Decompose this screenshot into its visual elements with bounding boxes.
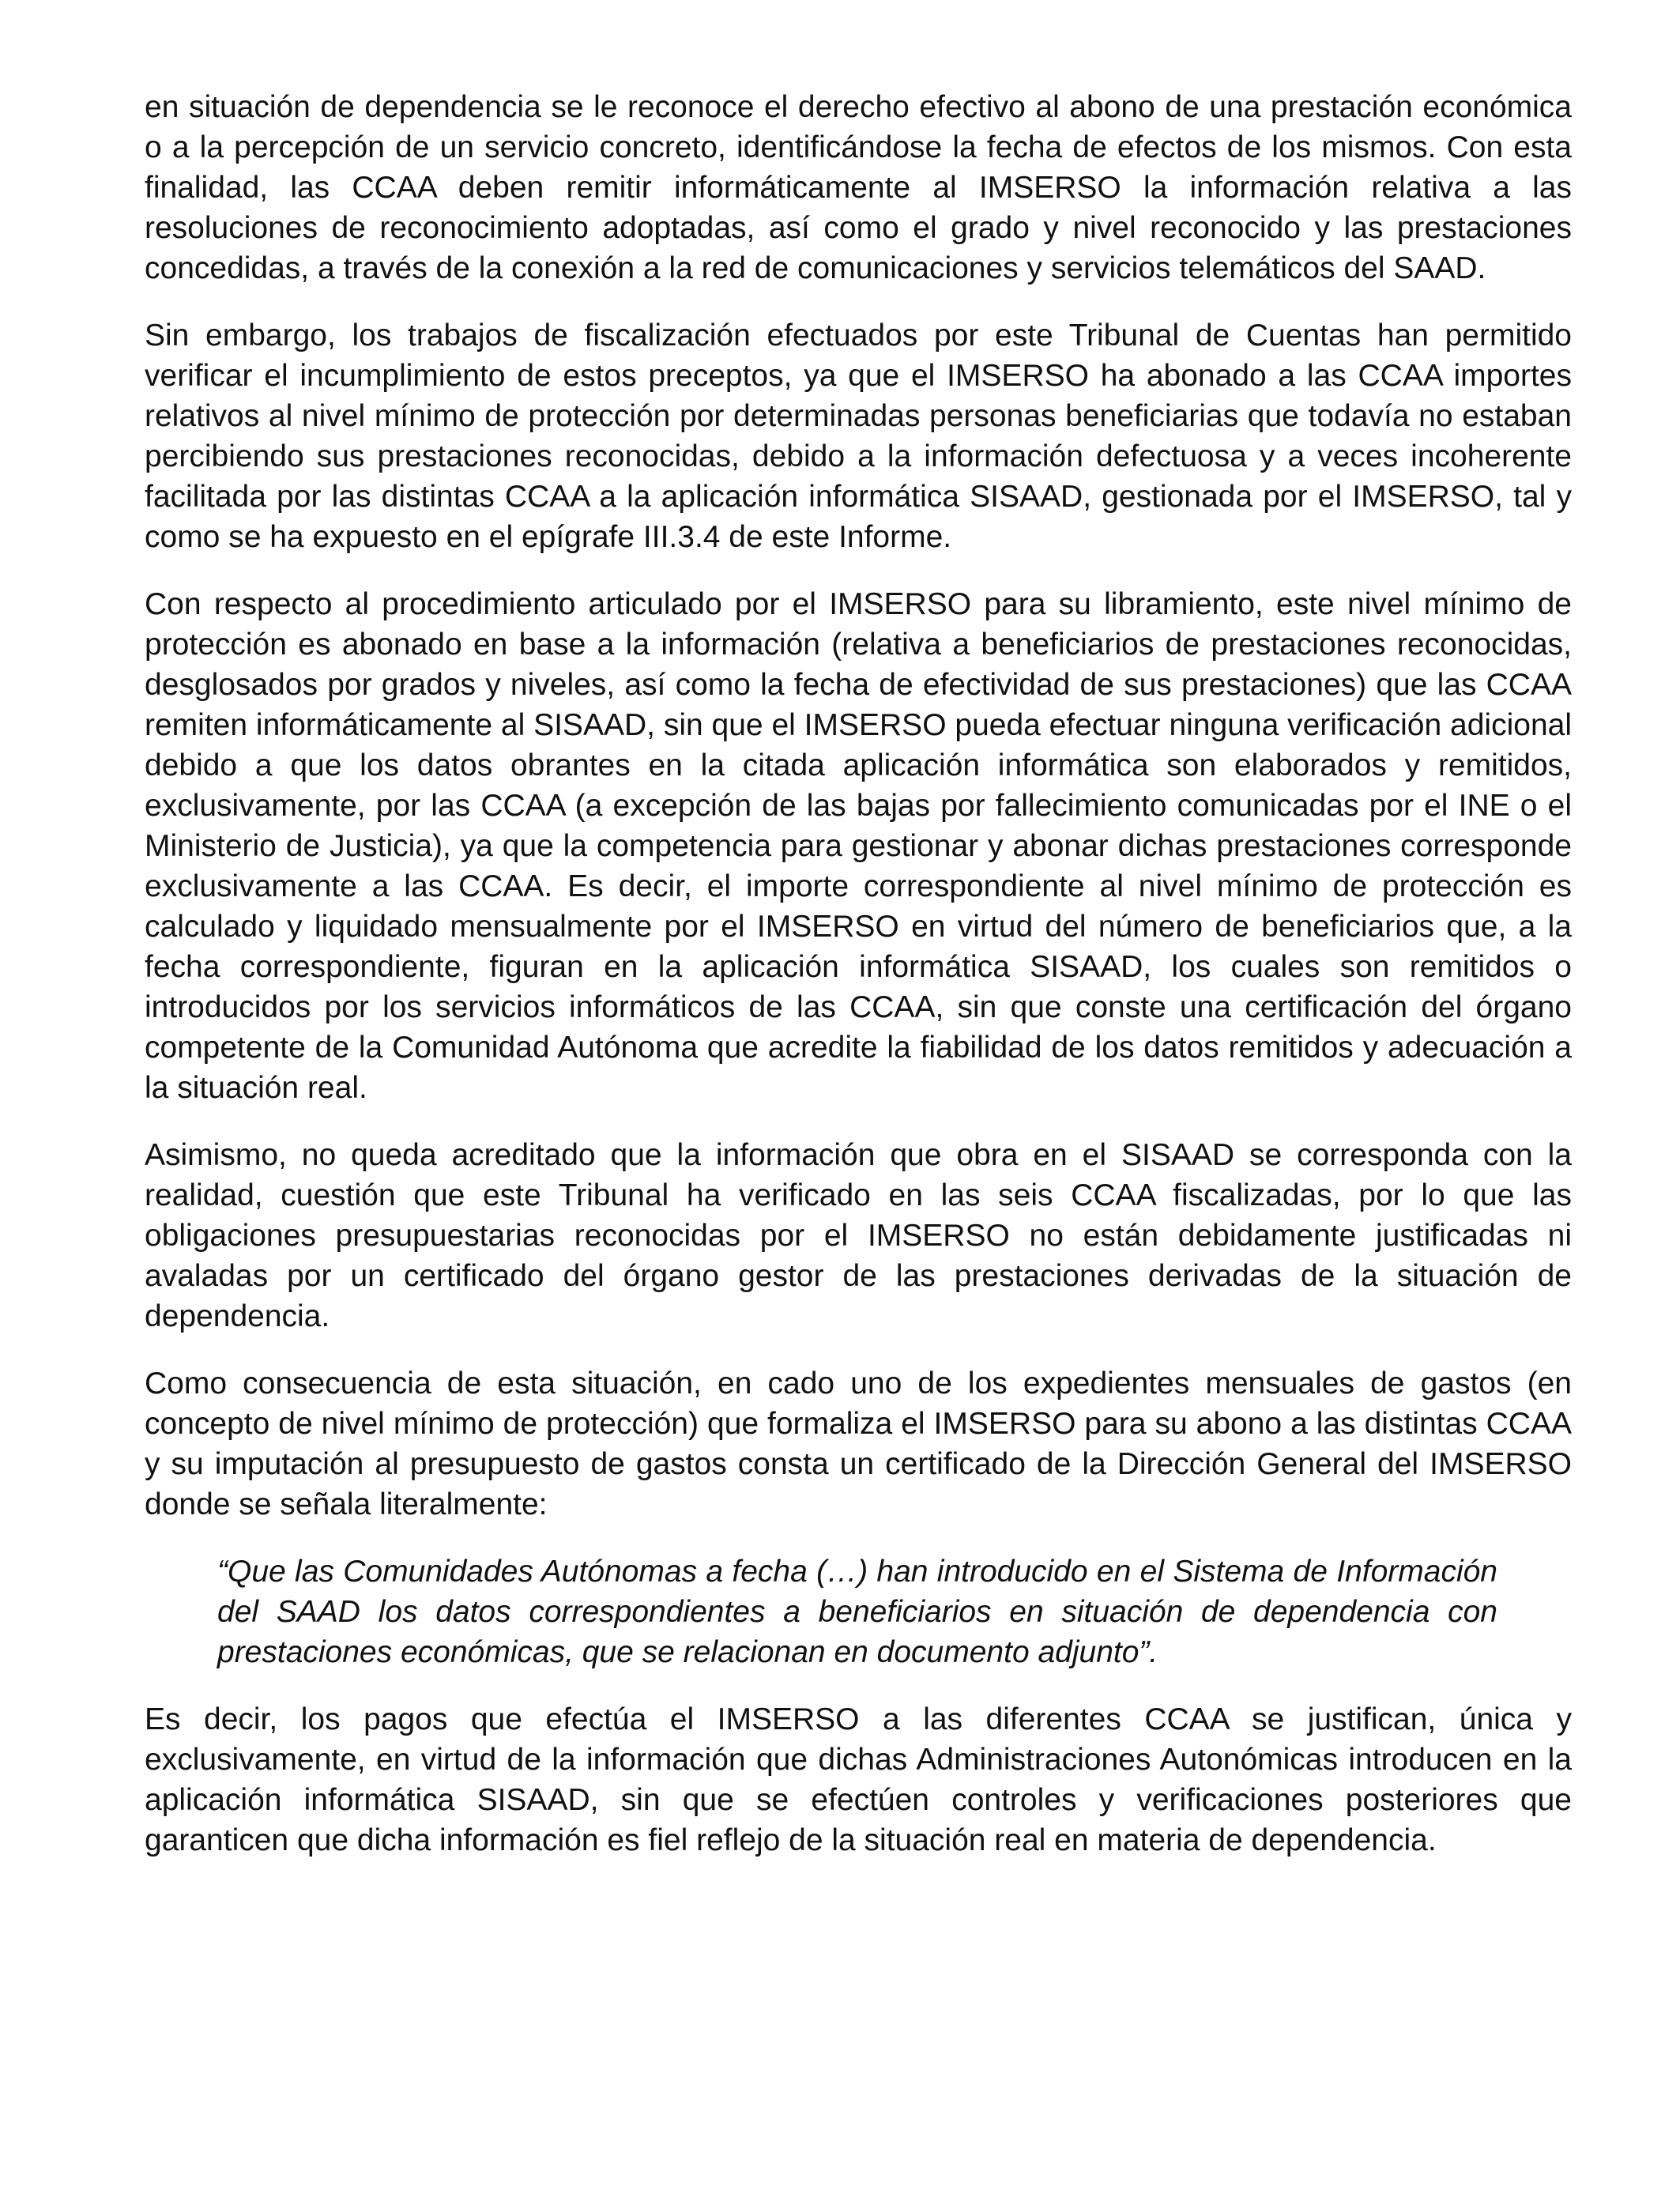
quoted-certificate-text: “Que las Comunidades Autónomas a fecha (…) han introducido en el Sistema de Información del SAAD los datos correspondientes a beneficiarios en situación de dependencia con prestaciones económicas, que se relacionan en documento adjunto”.	[217, 1555, 1497, 1669]
paragraph-2: Sin embargo, los trabajos de fiscalización efectuados por este Tribunal de Cuentas han permitido verificar el incumplimiento de estos preceptos, ya que el IMSERSO ha abonado a las CCAA importes relativos al nivel mínimo de protección por determinadas personas beneficiarias que todavía no estaban percibiendo sus prestaciones reconocidas, debido a la información defectuosa y a veces incoherente facilitada por las distintas CCAA a la aplicación informática SISAAD, gestionada por el IMSERSO, tal y como se ha expuesto en el epígrafe III.3.4 de este Informe.	[145, 319, 1572, 554]
paragraph-3: Con respecto al procedimiento articulado por el IMSERSO para su libramiento, este nivel mínimo de protección es abonado en base a la información (relativa a beneficiarios de prestaciones reconocidas, desglosados por grados y niveles, así como la fecha de efectividad de sus prestaciones) que las CCAA remiten informáticamente al SISAAD, sin que el IMSERSO pueda efectuar ninguna verificación adicional debido a que los datos obrantes en la citada aplicación informática son elaborados y remitidos, exclusivamente, por las CCAA (a excepción de las bajas por fallecimiento comunicadas por el INE o el Ministerio de Justicia), ya que la competencia para gestionar y abonar dichas prestaciones corresponde exclusivamente a las CCAA. Es decir, el importe correspondiente al nivel mínimo de protección es calculado y liquidado mensualmente por el IMSERSO en virtud del número de beneficiarios que, a la fecha correspondiente, figuran en la aplicación informática SISAAD, los cuales son remitidos o introducidos por los servicios informáticos de las CCAA, sin que conste una certificación del órgano competente de la Comunidad Autónoma que acredite la fiabilidad de los datos remitidos y adecuación a la situación real.	[145, 587, 1572, 1105]
paragraph-1: en situación de dependencia se le reconoce el derecho efectivo al abono de una prestación económica o a la percepción de un servicio concreto, identificándose la fecha de efectos de los mismos. Con esta finalidad, las CCAA deben remitir informáticamente al IMSERSO la información relativa a las resoluciones de reconocimiento adoptadas, así como el grado y nivel reconocido y las prestaciones concedidas, a través de la conexión a la red de comunicaciones y servicios telemáticos del SAAD.	[145, 90, 1572, 285]
paragraph-4: Asimismo, no queda acreditado que la información que obra en el SISAAD se corresponda con la realidad, cuestión que este Tribunal ha verificado en las seis CCAA fiscalizadas, por lo que las obligaciones presupuestarias reconocidas por el IMSERSO no están debidamente justificadas ni avaladas por un certificado del órgano gestor de las prestaciones derivadas de la situación de dependencia.	[145, 1138, 1572, 1333]
closing-paragraph: Es decir, los pagos que efectúa el IMSERSO a las diferentes CCAA se justifican, única y exclusivamente, en virtud de la información que dichas Administraciones Autonómicas introducen en la aplicación informática SISAAD, sin que se efectúen controles y verificaciones posteriores que garanticen que dicha información es fiel reflejo de la situación real en materia de dependencia.	[145, 1702, 1572, 1857]
paragraph-5: Como consecuencia de esta situación, en cado uno de los expedientes mensuales de gastos (en concepto de nivel mínimo de protección) que formaliza el IMSERSO para su abono a las distintas CCAA y su imputación al presupuesto de gastos consta un certificado de la Dirección General del IMSERSO donde se señala literalmente:	[145, 1367, 1572, 1521]
document-body	[145, 87, 1572, 1887]
